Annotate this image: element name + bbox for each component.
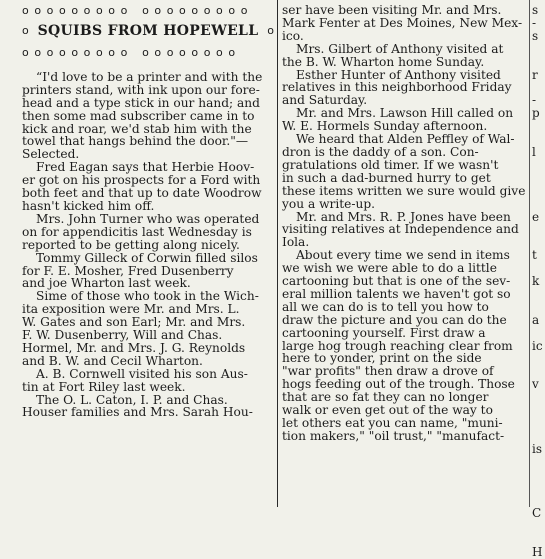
article-paragraph [282, 107, 527, 133]
article-paragraph [22, 368, 274, 394]
text-line: on for appendicitis last Wednesday is [22, 224, 252, 239]
adjacent-column-fragment [532, 4, 545, 559]
text-line: Mrs. John Turner who was operated [36, 211, 260, 226]
text-line: hasn't kicked him off. [22, 198, 155, 213]
article-paragraph [22, 71, 274, 161]
column-rule [277, 0, 278, 507]
edge-text-fragment [532, 159, 545, 172]
text-line: both feet and that up to date Woodrow [22, 186, 262, 201]
edge-text-fragment [532, 288, 545, 301]
text-line: towel that hangs behind the door."— [22, 134, 249, 149]
article-paragraph [282, 69, 527, 108]
headline-row [22, 25, 274, 38]
text-line: Selected. [22, 147, 80, 162]
edge-text-fragment [532, 456, 545, 469]
edge-text-fragment [532, 43, 545, 56]
edge-text-fragment: r [532, 67, 538, 82]
text-line: reported to be getting along nicely. [22, 237, 240, 252]
edge-text-fragment [532, 430, 545, 443]
text-line: then some mad subscriber came in to [22, 108, 255, 123]
column-rule-right [529, 0, 530, 507]
text-line: relatives in this neighborhood Friday [282, 80, 512, 95]
ornament-left: o [22, 24, 29, 37]
edge-text-fragment [532, 469, 545, 482]
text-line: here to yonder, print on the side [282, 351, 482, 366]
edge-text-fragment: H [532, 545, 543, 559]
edge-lines [532, 4, 545, 559]
text-line: ser have been visiting Mr. and Mrs. [282, 3, 502, 17]
article-paragraph [282, 133, 527, 210]
text-line: A. B. Cornwell visited his son Aus- [36, 366, 248, 381]
edge-text-fragment: a [532, 312, 540, 327]
edge-text-fragment: ic [532, 338, 543, 353]
text-line: “I'd love to be a printer and with the [36, 69, 263, 84]
text-line: About every time we send in items [296, 248, 510, 263]
text-line: hogs feeding out of the trough. Those [282, 377, 515, 392]
text-line: for F. E. Mosher, Fred Dusenberry [22, 263, 234, 278]
edge-text-fragment [532, 327, 545, 340]
text-line: Esther Hunter of Anthony visited [296, 67, 501, 82]
edge-text-fragment: is [532, 441, 542, 456]
text-line: ita exposition were Mr. and Mrs. L. [22, 302, 240, 317]
edge-text-fragment: s [532, 28, 539, 43]
bottom-ornament-border: ooooooooo oooooooo [22, 45, 241, 59]
right-paragraphs [282, 4, 527, 443]
ornament-right: o [267, 24, 274, 37]
text-line: gratulations old timer. If we wasn't [282, 157, 499, 172]
text-line: W. Gates and son Earl; Mr. and Mrs. [22, 315, 246, 330]
text-line: Iola. [282, 235, 310, 250]
edge-text-fragment [532, 301, 545, 314]
text-line: We heard that Alden Peffley of Wal- [296, 132, 515, 147]
text-line: kick and roar, we'd stab him with the [22, 121, 252, 136]
text-line: er got on his prospects for a Ford with [22, 173, 261, 188]
edge-text-fragment: s [532, 4, 539, 17]
text-line: Fred Eagan says that Herbie Hoov- [36, 160, 255, 175]
article-paragraph [22, 161, 274, 213]
text-line: printers stand, with ink upon our fore- [22, 82, 260, 97]
edge-text-fragment [532, 533, 545, 546]
text-line: the B. W. Wharton home Sunday. [282, 54, 485, 69]
text-line: all we can do is to tell you how to [282, 299, 489, 314]
text-line: The O. L. Caton, I. P. and Chas. [36, 392, 228, 407]
text-line: tion makers," "oil trust," "manufact- [282, 428, 505, 443]
article-paragraph [282, 43, 527, 69]
article-paragraph [282, 211, 527, 250]
edge-text-fragment: - [532, 15, 537, 30]
text-line: draw the picture and you can do the [282, 312, 507, 327]
text-line: tin at Fort Riley last week. [22, 379, 186, 394]
text-line: and joe Wharton last week. [22, 276, 191, 291]
text-line: Mr. and Mrs. Lawson Hill called on [296, 106, 514, 121]
article-paragraph [282, 4, 527, 43]
text-line: in such a dad-burned hurry to get [282, 170, 491, 185]
text-line: that are so fat they can no longer [282, 390, 489, 405]
edge-text-fragment: t [532, 248, 537, 263]
edge-text-fragment: e [532, 209, 540, 224]
edge-text-fragment [532, 198, 545, 211]
article-paragraph [22, 394, 274, 420]
text-line: Mr. and Mrs. R. P. Jones have been [296, 209, 511, 224]
text-line: we wish we were able to do a little [282, 261, 497, 276]
edge-text-fragment: k [532, 274, 540, 289]
text-line: W. E. Hormels Sunday afternoon. [282, 119, 488, 134]
left-column [22, 4, 274, 419]
article-paragraph [22, 290, 274, 367]
text-line: you a write-up. [282, 196, 375, 211]
edge-text-fragment: v [532, 377, 539, 392]
text-line: and Saturday. [282, 93, 368, 108]
article-paragraph [22, 213, 274, 252]
text-line: large hog trough reaching clear from [282, 338, 513, 353]
edge-text-fragment: C [532, 506, 542, 521]
text-line: eral million talents we haven't got so [282, 286, 511, 301]
right-column [282, 4, 527, 443]
edge-text-fragment [532, 417, 545, 430]
text-line: let others eat you can name, "muni- [282, 416, 503, 430]
edge-text-fragment [532, 185, 545, 198]
edge-text-fragment: p [532, 106, 540, 121]
text-line: Mrs. Gilbert of Anthony visited at [296, 41, 504, 56]
edge-text-fragment [532, 520, 545, 533]
article-paragraph [22, 252, 274, 291]
left-paragraphs [22, 71, 274, 419]
top-ornament-border: ooooooooo ooooooooo [22, 4, 254, 17]
text-line: these items written we sure would give [282, 183, 526, 198]
text-line: "war profits" then draw a drove of [282, 364, 494, 379]
text-line: and B. W. and Cecil Wharton. [22, 353, 203, 368]
text-line: Mark Fenter at Des Moines, New Mex- [282, 15, 523, 30]
text-line: Tommy Gilleck of Corwin filled silos [36, 250, 258, 265]
text-line: walk or even get out of the way to [282, 403, 493, 418]
text-line: Hormel, Mr. and Mrs. J. G. Reynolds [22, 340, 246, 355]
text-line: Sime of those who took in the Wich- [36, 289, 259, 304]
text-line: cartooning yourself. First draw a [282, 325, 486, 340]
text-line: cartooning but that is one of the sev- [282, 274, 511, 289]
edge-text-fragment [532, 172, 545, 185]
headline: SQUIBS FROM HOPEWELL [37, 23, 259, 39]
text-line: F. W. Dusenberry, Will and Chas. [22, 328, 223, 343]
text-line: Houser families and Mrs. Sarah Hou- [22, 405, 253, 420]
text-line: dron is the daddy of a son. Con- [282, 144, 479, 159]
edge-text-fragment [532, 56, 545, 69]
text-line: head and a type stick in our hand; and [22, 95, 260, 110]
edge-text-fragment: l [532, 144, 536, 159]
edge-text-fragment: - [532, 93, 537, 108]
text-line: ico. [282, 28, 304, 43]
text-line: visiting relatives at Independence and [282, 222, 519, 237]
article-paragraph [282, 249, 527, 443]
